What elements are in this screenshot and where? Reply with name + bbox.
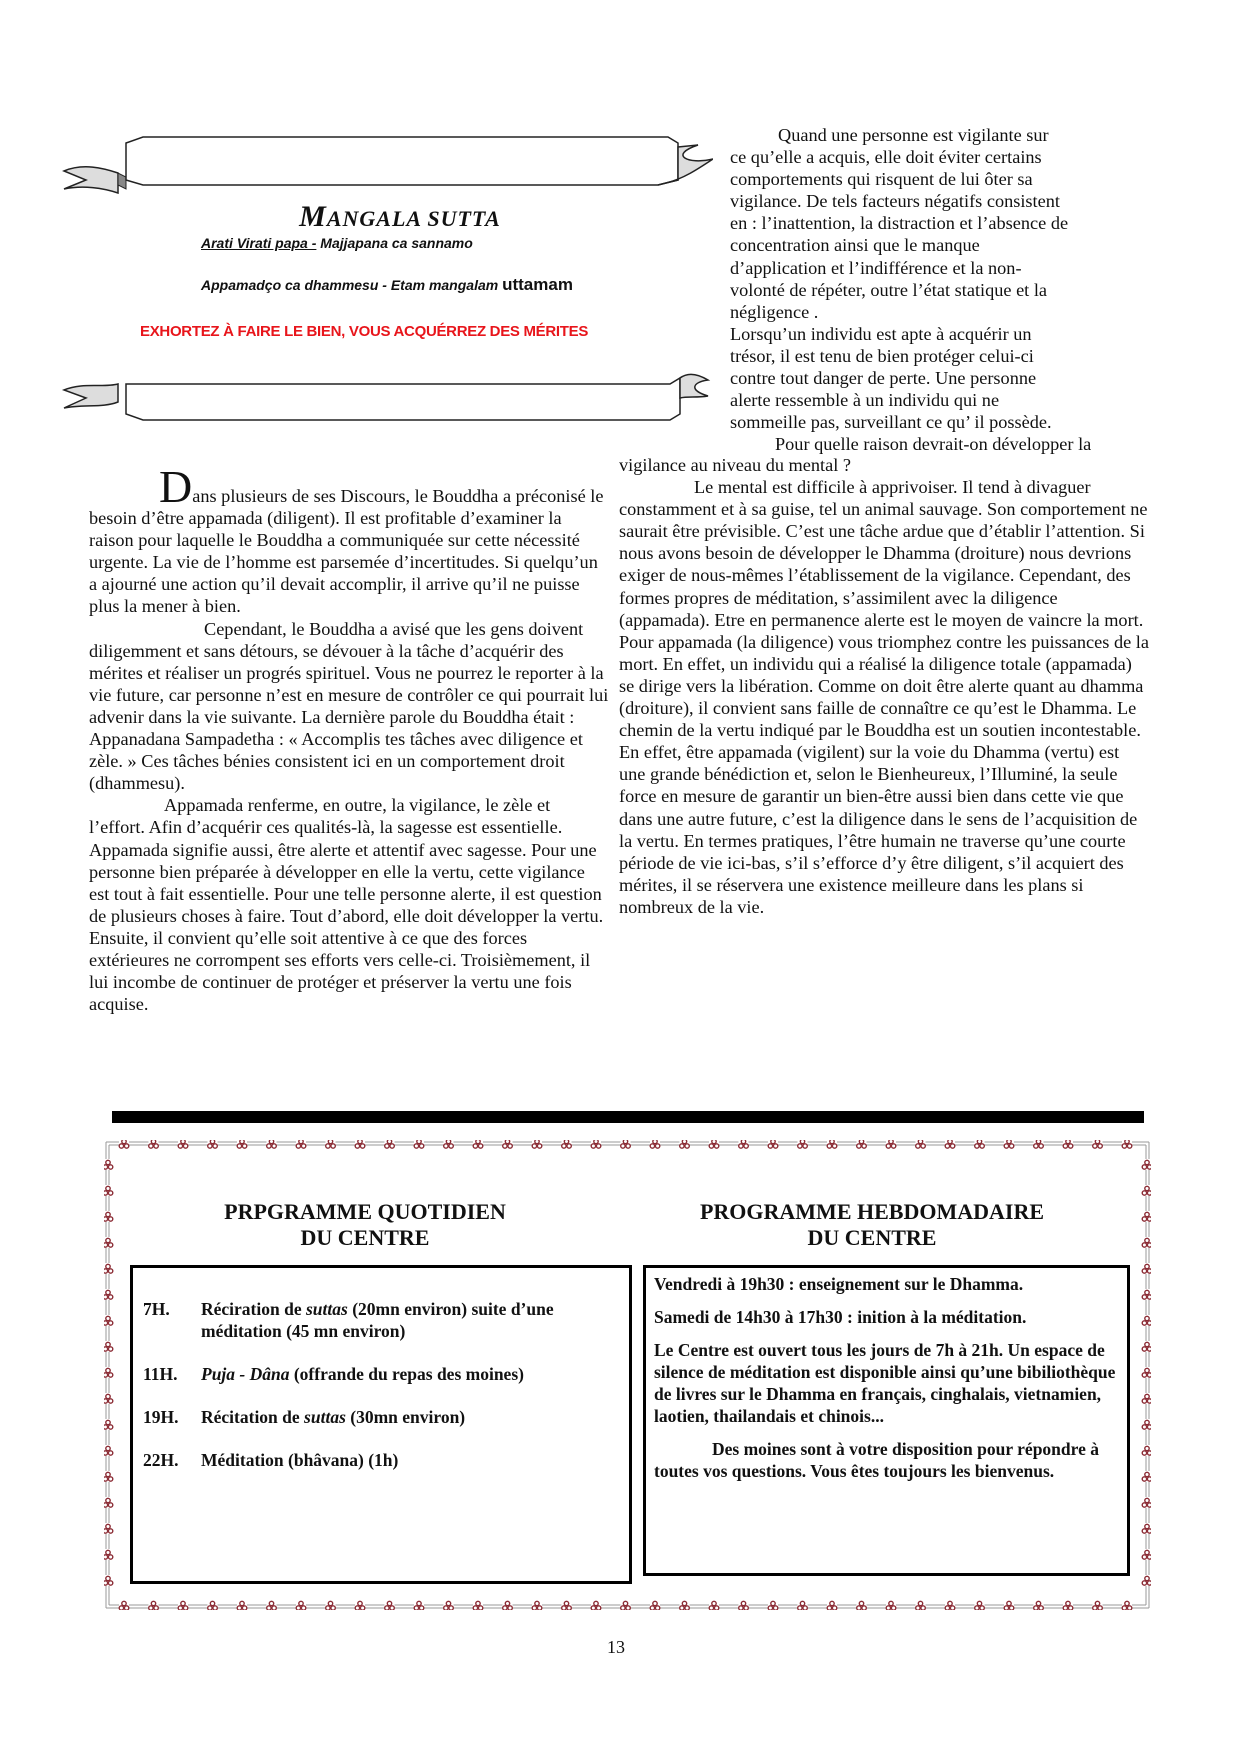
daily-program-title: PRPGRAMME QUOTIDIEN DU CENTRE <box>224 1199 506 1250</box>
trefoil-ornament-icon <box>104 1341 113 1352</box>
trefoil-ornament-icon <box>739 1140 749 1149</box>
daily-item-time: 7H. <box>143 1299 170 1319</box>
trefoil-ornament-icon <box>1122 1600 1132 1610</box>
trefoil-ornament-icon <box>473 1600 483 1610</box>
trefoil-ornament-icon <box>178 1600 188 1610</box>
daily-item-time: 22H. <box>143 1450 179 1470</box>
trefoil-ornament-icon <box>945 1140 955 1149</box>
trefoil-ornament-icon <box>355 1140 365 1149</box>
trefoil-ornament-icon <box>267 1140 277 1149</box>
trefoil-ornament-icon <box>267 1600 277 1610</box>
trefoil-ornament-icon <box>562 1600 572 1610</box>
trefoil-ornament-icon <box>916 1600 926 1610</box>
trefoil-ornament-icon <box>1004 1600 1014 1610</box>
paragraph: Le mental est difficile à apprivoiser. Il tend à divaguer constamment et à sa guise, tel un animal sauvage. Son comportement ne saurait être prévisible. C’est une tâche ardue que d’établir l’attention. Si nous avons besoin de développer le Dhamma (droiture) nous devrions exiger de nous-mêmes l’établissement de la vigilance. Cependant, des formes propres de méditation, s’assimilent avec la diligence (appamada). Etre en permanence alerte est le moyen de vaincre la mort. Pour appamada (la diligence) vous triomphez contre les puissances de la mort. En effet, un individu qui a réalisé la diligence totale (appamada) se dirige vers la libération. Comme on doit être alerte quant au dhamma (droiture), il convient sans faille de connaître ce qu’est le Dhamma. Le chemin de la vertu indiqué par le Bouddha est un soutien incontestable. En effet, être appamada (vigilent) sur la voie du Dhamma (vertu) est une grande bénédiction et, selon le Bienheureux, l’Illuminé, la seule force en mesure de garantir un bien-être aussi bien dans cette vie que dans une autre future, c’est la diligence dans le sens de l’acquisition de la vertu. En termes pratiques, l’être humain ne traverse qu’une courte période de vie ici-bas, s’il s’efforce d’y être diligent, s’il acquiert des mérites, il se réservera une existence meilleure dans les plans si nombreux de la vie. <box>619 477 1149 917</box>
trefoil-ornament-icon <box>945 1600 955 1610</box>
section-divider <box>112 1111 1144 1123</box>
trefoil-ornament-icon <box>798 1600 808 1610</box>
trefoil-ornament-icon <box>1034 1600 1044 1610</box>
trefoil-ornament-icon <box>1004 1140 1014 1149</box>
trefoil-ornament-icon <box>104 1367 113 1378</box>
daily-item <box>143 1298 623 1342</box>
trefoil-ornament-icon <box>1063 1140 1073 1149</box>
trefoil-ornament-icon <box>591 1140 601 1149</box>
weekly-item: Le Centre est ouvert tous les jours de 7h à 21h. Un espace de silence de méditation est disponible ainsi qu’une bibiliothèque de livres sur le Dhamma en français, cinghalais, vietnamien, laotien, thailandais et chinois... <box>654 1340 1116 1426</box>
weekly-program-title: PROGRAMME HEBDOMADAIRE DU CENTRE <box>699 1199 1045 1250</box>
trefoil-ornament-icon <box>1063 1600 1073 1610</box>
text-line: Pour quelle raison devrait-on développer la <box>775 434 1092 455</box>
bottom-ribbon-banner <box>58 368 713 428</box>
trefoil-ornament-icon <box>1142 1523 1151 1534</box>
weekly-item: Samedi de 14h30 à 17h30 : inition à la méditation. <box>654 1307 1027 1327</box>
trefoil-ornament-icon <box>104 1445 113 1456</box>
text-line: négligence . <box>730 301 819 322</box>
trefoil-ornament-icon <box>104 1289 113 1300</box>
paragraph: Dans plusieurs de ses Discours, le Bouddha a préconisé le besoin d’être appamada (diligent). Il est profitable d’examiner la raison pour laquelle le Bouddha a communiquée sur cette nécessité urgente. La vie de l’homme est parsemée d’incertitudes. Si quelqu’un a ajourné une action qu’il devait accomplir, il arrive qu’il ne puisse plus la mener à bien. <box>89 461 604 617</box>
weekly-program-box <box>643 1265 1130 1576</box>
trefoil-ornament-icon <box>709 1600 719 1610</box>
daily-item-time: 19H. <box>143 1407 179 1427</box>
trefoil-ornament-icon <box>237 1600 247 1610</box>
trefoil-ornament-icon <box>104 1237 113 1248</box>
trefoil-ornament-icon <box>503 1600 513 1610</box>
trefoil-ornament-icon <box>326 1140 336 1149</box>
trefoil-ornament-icon <box>208 1600 218 1610</box>
trefoil-ornament-icon <box>1142 1341 1151 1352</box>
text-line: alerte ressemble à un individu qui ne <box>730 390 1000 411</box>
text-line: volonté de répéter, outre l’état statique et la <box>730 279 1048 300</box>
trefoil-ornament-icon <box>975 1140 985 1149</box>
text-line: d’application et l’indifférence et la non- <box>730 257 1022 278</box>
trefoil-ornament-icon <box>532 1600 542 1610</box>
trefoil-ornament-icon <box>1142 1367 1151 1378</box>
trefoil-ornament-icon <box>1142 1575 1151 1586</box>
trefoil-ornament-icon <box>1142 1419 1151 1430</box>
trefoil-ornament-icon <box>827 1140 837 1149</box>
text-line: contre tout danger de perte. Une personne <box>730 368 1037 389</box>
trefoil-ornament-icon <box>104 1523 113 1534</box>
trefoil-ornament-icon <box>1034 1140 1044 1149</box>
trefoil-ornament-icon <box>237 1140 247 1149</box>
trefoil-ornament-icon <box>1142 1471 1151 1482</box>
trefoil-ornament-icon <box>621 1600 631 1610</box>
trefoil-ornament-icon <box>1142 1289 1151 1300</box>
trefoil-ornament-icon <box>104 1185 113 1196</box>
verse-line-1: Arati Virati papa - Majjapana ca sannamo <box>201 235 473 251</box>
trefoil-ornament-icon <box>827 1600 837 1610</box>
trefoil-ornament-icon <box>1122 1140 1132 1149</box>
trefoil-ornament-icon <box>1142 1393 1151 1404</box>
text-line: trésor, il est tenu de bien protéger celui-ci <box>730 345 1034 366</box>
trefoil-ornament-icon <box>1093 1600 1103 1610</box>
daily-item-time: 11H. <box>143 1364 178 1384</box>
trefoil-ornament-icon <box>119 1600 129 1610</box>
exhortation-heading: EXHORTEZ À FAIRE LE BIEN, VOUS ACQUÉRREZ DES MÉRITES <box>140 323 589 340</box>
daily-program-box <box>130 1265 632 1584</box>
trefoil-ornament-icon <box>857 1140 867 1149</box>
article-right-column <box>619 454 1149 918</box>
trefoil-ornament-icon <box>562 1140 572 1149</box>
trefoil-ornament-icon <box>104 1315 113 1326</box>
text-line: concentration ainsi que le manque <box>730 235 980 256</box>
trefoil-ornament-icon <box>1142 1497 1151 1508</box>
daily-item-description: Méditation (bhâvana) (1h) <box>201 1450 399 1470</box>
trefoil-ornament-icon <box>104 1263 113 1274</box>
trefoil-ornament-icon <box>916 1140 926 1149</box>
trefoil-ornament-icon <box>739 1600 749 1610</box>
trefoil-ornament-icon <box>149 1600 159 1610</box>
trefoil-ornament-icon <box>1142 1211 1151 1222</box>
drop-cap: D <box>159 461 193 512</box>
trefoil-ornament-icon <box>178 1140 188 1149</box>
trefoil-ornament-icon <box>104 1575 113 1586</box>
daily-item-description: Réciration de suttas (20mn environ) suite d’une méditation (45 mn environ) <box>201 1299 554 1341</box>
daily-program-list <box>143 1298 623 1492</box>
trefoil-ornament-icon <box>119 1140 129 1149</box>
trefoil-ornament-icon <box>1142 1315 1151 1326</box>
trefoil-ornament-icon <box>104 1159 113 1170</box>
trefoil-ornament-icon <box>1142 1185 1151 1196</box>
trefoil-ornament-icon <box>886 1600 896 1610</box>
trefoil-ornament-icon <box>975 1600 985 1610</box>
trefoil-ornament-icon <box>296 1600 306 1610</box>
text-line: en : l’inattention, la distraction et l’absence de <box>730 213 1069 234</box>
trefoil-ornament-icon <box>296 1140 306 1149</box>
paragraph: Appamada renferme, en outre, la vigilance, le zèle et l’effort. Afin d’acquérir ces qualités-là, la sagesse est essentielle. Appamada signifie aussi, être alerte et attentif avec sagesse. Pour une personne bien préparée à développer en elle la vertu, cette vigilance est tout à fait essentielle. Pour une telle personne alerte, il est question de plusieurs choses à faire. Tout d’abord, elle doit développer la vertu. Ensuite, il convient qu’elle soit attentive à ce que des forces extérieures ne corrompent ses efforts vers celle-ci. Troisièmement, il lui incombe de continuer de protéger et préserver la vertu une fois acquise. <box>89 795 604 1015</box>
trefoil-ornament-icon <box>857 1600 867 1610</box>
trefoil-ornament-icon <box>473 1140 483 1149</box>
trefoil-ornament-icon <box>444 1600 454 1610</box>
trefoil-ornament-icon <box>680 1140 690 1149</box>
trefoil-ornament-icon <box>104 1419 113 1430</box>
daily-item <box>143 1406 623 1428</box>
trefoil-ornament-icon <box>1093 1140 1103 1149</box>
trefoil-ornament-icon <box>1142 1549 1151 1560</box>
weekly-program-list <box>654 1273 1119 1493</box>
text-line: Lorsqu’un individu est apte à acquérir un <box>730 323 1032 344</box>
trefoil-ornament-icon <box>650 1140 660 1149</box>
weekly-item: Des moines sont à votre disposition pour répondre à toutes vos questions. Vous êtes toujours les bienvenus. <box>654 1439 1099 1481</box>
trefoil-ornament-icon <box>886 1140 896 1149</box>
daily-item-description: Puja - Dâna (offrande du repas des moines) <box>201 1364 524 1384</box>
paragraph: vigilance au niveau du mental ? <box>619 455 851 475</box>
trefoil-ornament-icon <box>326 1600 336 1610</box>
text-line: ce qu’elle a acquis, elle doit éviter certains <box>730 147 1042 168</box>
trefoil-ornament-icon <box>104 1497 113 1508</box>
trefoil-ornament-icon <box>444 1140 454 1149</box>
trefoil-ornament-icon <box>591 1600 601 1610</box>
trefoil-ornament-icon <box>709 1140 719 1149</box>
trefoil-ornament-icon <box>385 1140 395 1149</box>
trefoil-ornament-icon <box>798 1140 808 1149</box>
text-line: comportements qui risquent de lui ôter sa <box>730 169 1033 190</box>
daily-item-description: Récitation de suttas (30mn environ) <box>201 1407 466 1427</box>
trefoil-ornament-icon <box>104 1471 113 1482</box>
text-line: Quand une personne est vigilante sur <box>778 125 1049 145</box>
trefoil-ornament-icon <box>414 1600 424 1610</box>
trefoil-ornament-icon <box>1142 1237 1151 1248</box>
trefoil-ornament-icon <box>1142 1263 1151 1274</box>
page-title: MANGALA SUTTA <box>299 200 501 233</box>
trefoil-ornament-icon <box>208 1140 218 1149</box>
article-right-top <box>730 124 1146 455</box>
page-number: 13 <box>607 1637 625 1657</box>
trefoil-ornament-icon <box>149 1140 159 1149</box>
trefoil-ornament-icon <box>414 1140 424 1149</box>
trefoil-ornament-icon <box>768 1140 778 1149</box>
weekly-item: Vendredi à 19h30 : enseignement sur le Dhamma. <box>654 1274 1024 1294</box>
paragraph: Cependant, le Bouddha a avisé que les gens doivent diligemment et sans détours, se dévouer à la tâche d’acquérir des mérites et réaliser un progrés spirituel. Vous ne pourrez le reporter à la vie future, car personne n’est en mesure de contrôler ce qui pourrait lui advenir dans la vie suivante. La dernière parole du Bouddha était : Appanadana Sampadetha : « Accomplis tes tâches avec diligence et zèle. » Ces tâches bénies consistent ici en un comportement droit (dhammesu). <box>89 618 609 794</box>
trefoil-ornament-icon <box>1142 1445 1151 1456</box>
trefoil-ornament-icon <box>104 1211 113 1222</box>
trefoil-ornament-icon <box>650 1600 660 1610</box>
verse-line-2: Appamadço ca dhammesu - Etam mangalam uttamam <box>201 275 573 294</box>
trefoil-ornament-icon <box>532 1140 542 1149</box>
text-line: sommeille pas, surveillant ce qu’ il possède. <box>730 412 1052 433</box>
trefoil-ornament-icon <box>104 1549 113 1560</box>
text-line: vigilance. De tels facteurs négatifs consistent <box>730 191 1060 212</box>
trefoil-ornament-icon <box>503 1140 513 1149</box>
top-ribbon-banner <box>58 135 713 205</box>
trefoil-ornament-icon <box>1142 1159 1151 1170</box>
trefoil-ornament-icon <box>768 1600 778 1610</box>
trefoil-ornament-icon <box>621 1140 631 1149</box>
trefoil-ornament-icon <box>355 1600 365 1610</box>
trefoil-ornament-icon <box>680 1600 690 1610</box>
daily-item <box>143 1449 623 1471</box>
trefoil-ornament-icon <box>385 1600 395 1610</box>
trefoil-ornament-icon <box>104 1393 113 1404</box>
article-left-column <box>89 461 609 1015</box>
daily-item <box>143 1363 623 1385</box>
